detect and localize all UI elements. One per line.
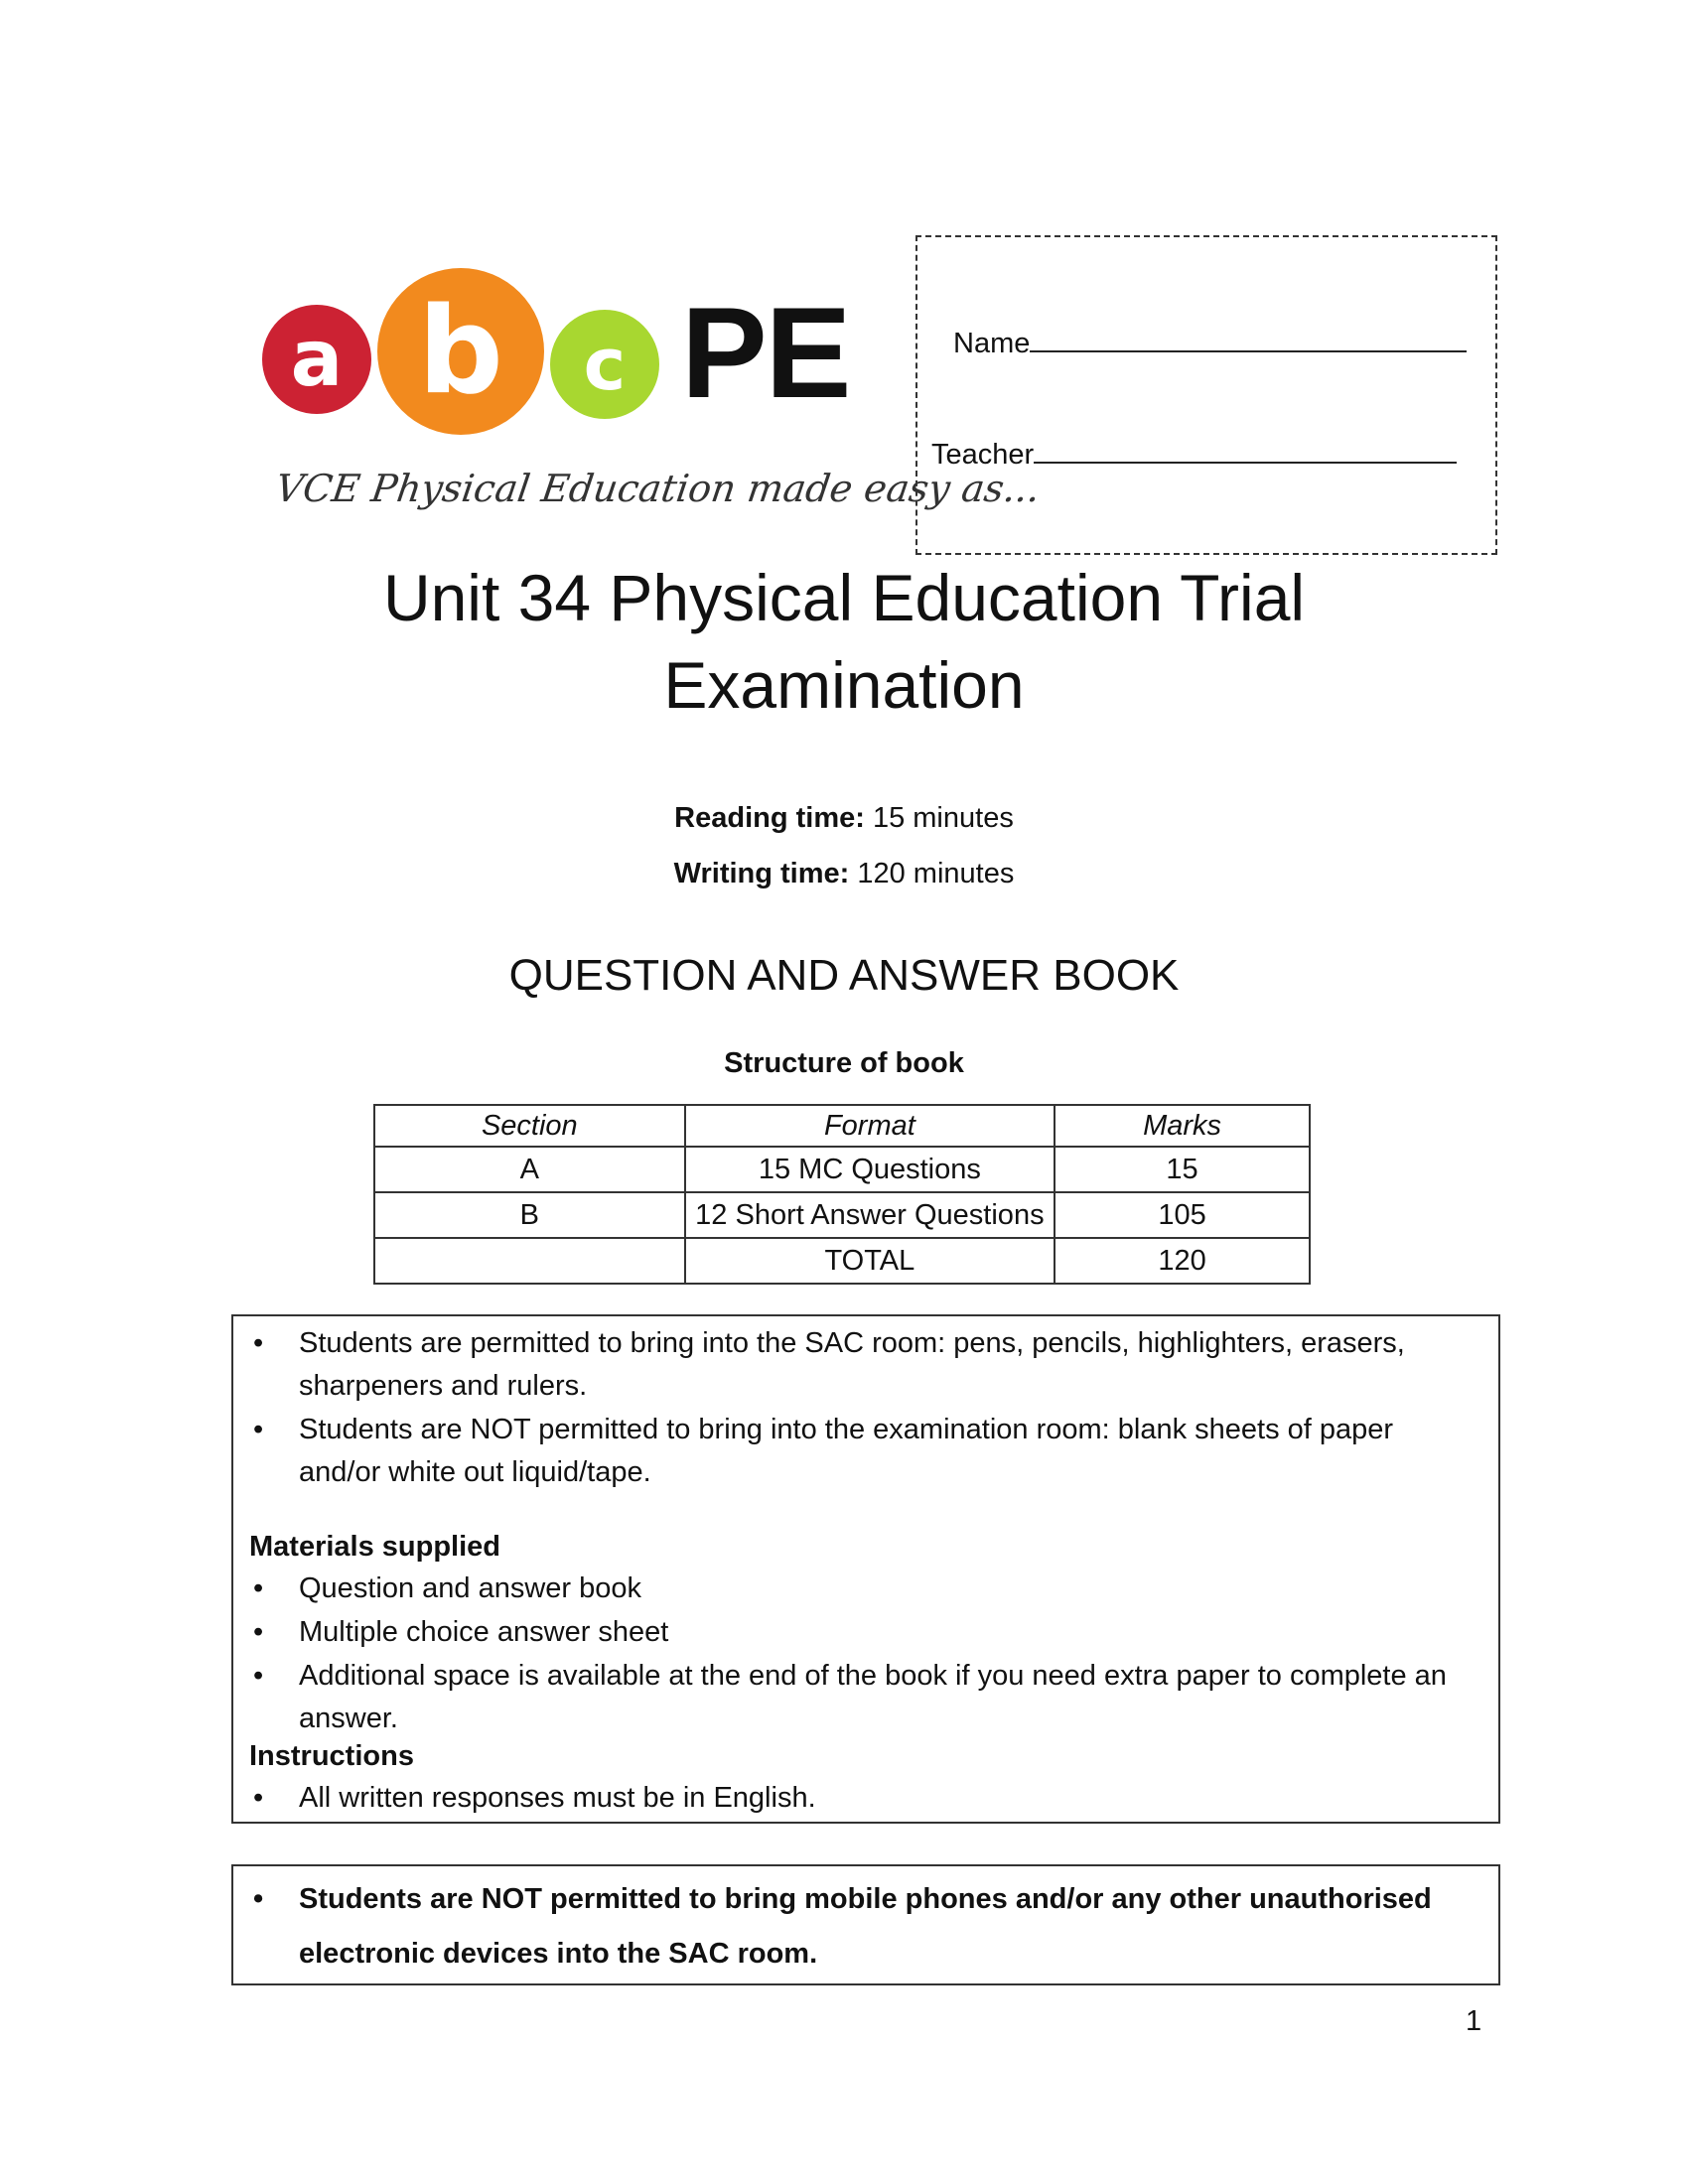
title-line-1: Unit 34 Physical Education Trial <box>382 561 1306 634</box>
teacher-label: Teacher <box>931 439 1035 471</box>
reading-time-label: Reading time: <box>674 802 865 834</box>
warning-box <box>231 1864 1500 1985</box>
book-heading: QUESTION AND ANSWER BOOK <box>508 951 1180 1000</box>
column-header-format: Format <box>685 1105 1055 1147</box>
warning-text: Students are NOT permitted to bring mobile phones and/or any other unauthorised electronic devices into the SAC room. <box>299 1883 1432 1970</box>
name-input-line[interactable] <box>1030 325 1467 352</box>
writing-time-value: 120 minutes <box>849 858 1015 889</box>
bullet-icon: • <box>253 1660 264 1692</box>
logo-tagline: VCE Physical Education made easy as... <box>272 467 1044 510</box>
total-label: TOTAL <box>685 1238 1055 1284</box>
logo-letter-a: a <box>262 305 371 414</box>
empty-cell <box>374 1238 685 1284</box>
bullet-icon: • <box>253 1616 264 1648</box>
material-item: Multiple choice answer sheet <box>299 1616 669 1648</box>
logo-wordmark: PE <box>681 280 850 425</box>
bullet-icon: • <box>253 1327 264 1359</box>
teacher-field[interactable] <box>931 436 1457 472</box>
column-header-section: Section <box>374 1105 685 1147</box>
rules-box <box>231 1314 1500 1824</box>
bullet-icon: • <box>253 1572 264 1604</box>
table-row <box>374 1192 1310 1238</box>
page-title <box>199 554 1489 729</box>
writing-time <box>0 858 1688 890</box>
name-label: Name <box>953 328 1031 359</box>
format-cell: 12 Short Answer Questions <box>685 1192 1055 1238</box>
writing-time-label: Writing time: <box>673 858 850 889</box>
marks-cell: 15 <box>1055 1147 1310 1192</box>
material-item: Additional space is available at the end of the book if you need extra paper to complete an answer. <box>299 1660 1447 1734</box>
column-header-marks: Marks <box>1055 1105 1310 1147</box>
structure-table <box>373 1104 1311 1285</box>
material-item: Question and answer book <box>299 1572 641 1604</box>
table-total-row <box>374 1238 1310 1284</box>
table-row <box>374 1147 1310 1192</box>
format-cell: 15 MC Questions <box>685 1147 1055 1192</box>
rule-not-permitted: Students are NOT permitted to bring into the examination room: blank sheets of paper and/or white out liquid/tape. <box>299 1414 1394 1488</box>
bullet-icon: • <box>253 1414 264 1445</box>
bullet-icon: • <box>253 1883 264 1915</box>
reading-time <box>0 802 1688 835</box>
rule-permitted: Students are permitted to bring into the SAC room: pens, pencils, highlighters, erasers, sharpeners and rulers. <box>299 1327 1405 1402</box>
total-marks: 120 <box>1055 1238 1310 1284</box>
section-cell: A <box>374 1147 685 1192</box>
name-field[interactable] <box>953 325 1467 360</box>
structure-heading: Structure of book <box>724 1047 964 1079</box>
materials-heading: Materials supplied <box>249 1531 501 1563</box>
teacher-input-line[interactable] <box>1034 436 1457 464</box>
instructions-heading: Instructions <box>249 1740 414 1772</box>
marks-cell: 105 <box>1055 1192 1310 1238</box>
table-header-row <box>374 1105 1310 1147</box>
title-line-2: Examination <box>663 648 1025 722</box>
page-number: 1 <box>1466 2005 1482 2037</box>
instruction-item: All written responses must be in English. <box>299 1782 816 1814</box>
section-cell: B <box>374 1192 685 1238</box>
bullet-icon: • <box>253 1782 264 1814</box>
student-details-box <box>915 235 1497 555</box>
logo-letter-b: b <box>377 268 544 435</box>
logo-letter-c: c <box>550 310 659 419</box>
reading-time-value: 15 minutes <box>864 802 1014 834</box>
